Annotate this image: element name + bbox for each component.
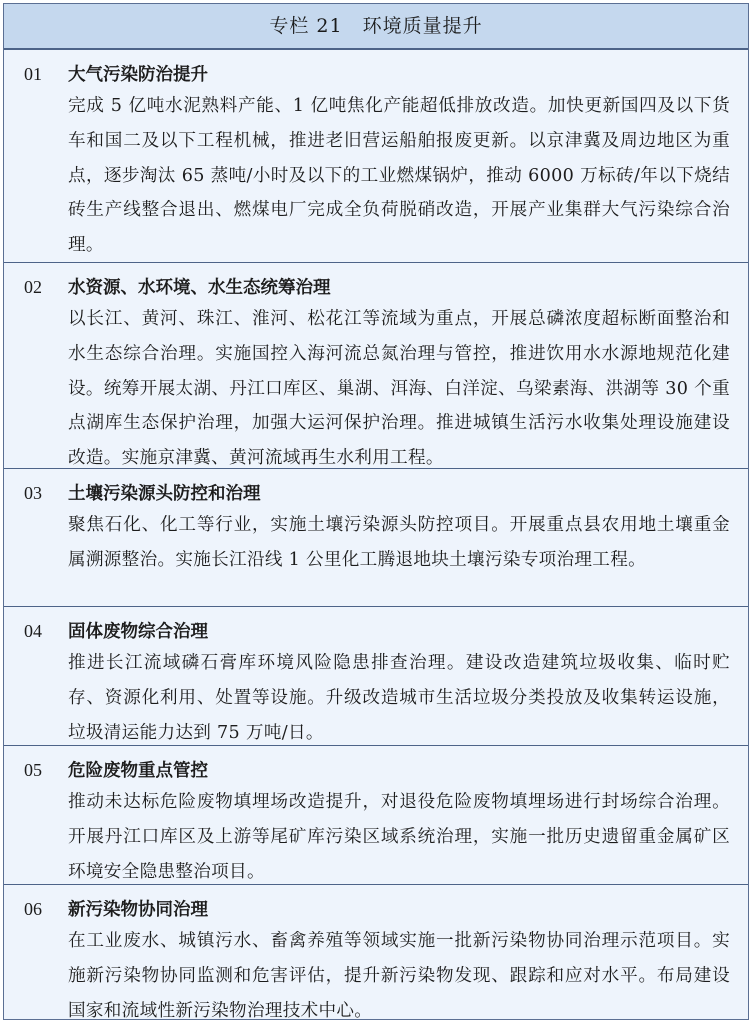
section-number: 04 (24, 621, 42, 641)
section-number: 02 (24, 277, 42, 297)
section-number: 06 (24, 899, 42, 919)
section-number: 03 (24, 483, 42, 503)
section-04 (4, 607, 748, 746)
section-heading (24, 59, 730, 89)
section-body: 以长江、黄河、珠江、淮河、松花江等流域为重点，开展总磷浓度超标断面整治和水生态综合治理。实施国控入海河流总氮治理与管控，推进饮用水水源地规范化建设。统筹开展太湖、丹江口库区、巢湖、洱海、白洋淀、乌梁素海、洪湖等 30 个重点湖库生态保护治理，加强大运河保护治理。推进城镇生活污水收集处理设施建设改造。实施京津冀、黄河流域再生水利用工程。 (68, 309, 730, 469)
section-title: 土壤污染源头防控和治理 (68, 484, 261, 504)
section-body: 聚焦石化、化工等行业，实施土壤污染源头防控项目。开展重点县农用地土壤重金属溯源整治。实施长江沿线 1 公里化工腾退地块土壤污染专项治理工程。 (68, 515, 730, 570)
section-03 (4, 469, 748, 607)
section-body: 在工业废水、城镇污水、畜禽养殖等领域实施一批新污染物协同治理示范项目。实施新污染物协同监测和危害评估，提升新污染物发现、跟踪和应对水平。布局建设国家和流域性新污染物治理技术中心。 (68, 931, 730, 1021)
column-box (3, 3, 749, 1020)
section-title: 新污染物协同治理 (68, 900, 208, 920)
section-body: 完成 5 亿吨水泥熟料产能、1 亿吨焦化产能超低排放改造。加快更新国四及以下货车和国二及以下工程机械，推进老旧营运船舶报废更新。以京津冀及周边地区为重点，逐步淘汰 65 蒸吨/小时及以下的工业燃煤锅炉，推动 6000 万标砖/年以下烧结砖生产线整合退出、燃煤电厂完成全负荷脱硝改造，开展产业集群大气污染综合治理。 (68, 96, 730, 256)
section-body: 推进长江流域磷石膏库环境风险隐患排查治理。建设改造建筑垃圾收集、临时贮存、资源化利用、处置等设施。升级改造城市生活垃圾分类投放及收集转运设施，垃圾清运能力达到 75 万吨/日。 (68, 653, 730, 743)
section-05 (4, 746, 748, 885)
section-number: 05 (24, 760, 42, 780)
section-heading (24, 272, 730, 302)
section-title: 危险废物重点管控 (68, 761, 208, 781)
section-heading (24, 894, 730, 924)
section-06 (4, 885, 748, 1021)
section-title: 水资源、水环境、水生态统筹治理 (68, 278, 331, 298)
section-title: 大气污染防治提升 (68, 65, 208, 85)
section-title: 固体废物综合治理 (68, 622, 208, 642)
section-heading (24, 755, 730, 785)
section-02 (4, 263, 748, 469)
column-title: 专栏 21 环境质量提升 (4, 4, 748, 50)
section-01 (4, 50, 748, 263)
section-body: 推动未达标危险废物填埋场改造提升，对退役危险废物填埋场进行封场综合治理。开展丹江口库区及上游等尾矿库污染区域系统治理，实施一批历史遗留重金属矿区环境安全隐患整治项目。 (68, 792, 730, 882)
section-heading (24, 616, 730, 646)
section-heading (24, 478, 730, 508)
section-number: 01 (24, 64, 42, 84)
